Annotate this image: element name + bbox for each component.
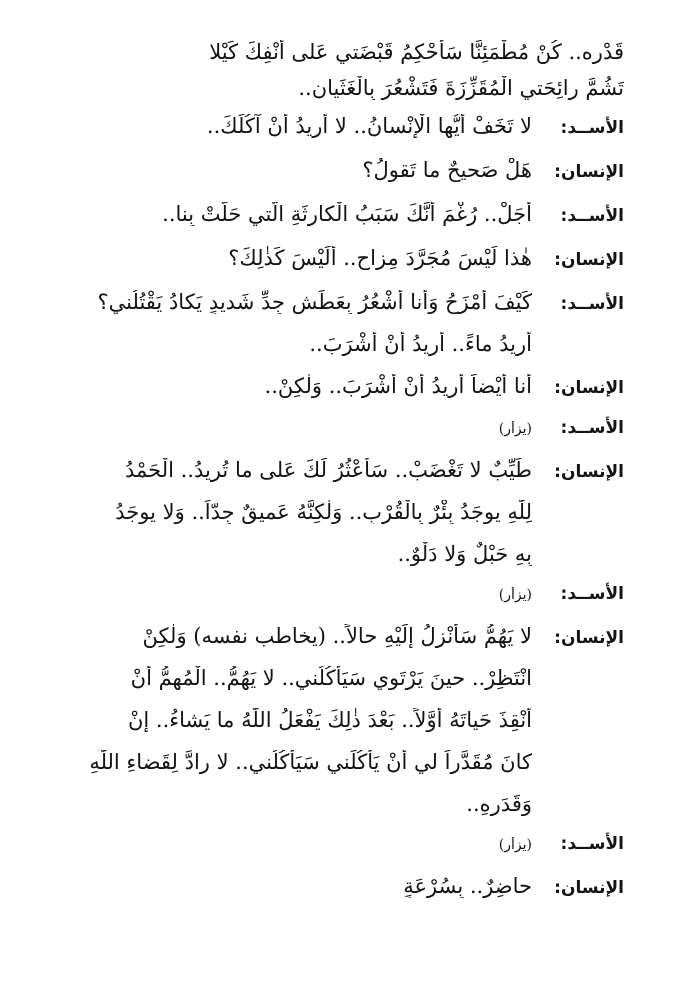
- line-text: كَيْفَ أَمْزَحُ وَأَنا أَشْعُرُ بِعَطَشٍ جِدِّ شَديدٍ يَكادُ يَقْتُلُني؟: [97, 290, 532, 314]
- speaker-label: الأســد:: [560, 584, 624, 604]
- line-text: أَنا أَيْضاً أُريدُ أَنْ أَشْرَبَ.. وَلٰكِنْ..: [264, 374, 532, 398]
- dialogue-line-continued: [56, 750, 624, 792]
- continued-line-1: [56, 40, 624, 76]
- line-text: طَيِّبٌ لا تَغْضَبْ.. سَأَعْثُرُ لَكَ عَلى ما تُريدُ.. الْحَمْدُ: [125, 458, 532, 482]
- dialogue-line: [56, 418, 624, 458]
- speaker-label: الأســد:: [560, 206, 624, 226]
- dialogue-line: [56, 158, 624, 202]
- line-text: أَجَلْ.. رُغْمَ أَنَّكَ سَبَبُ الْكارِثَةِ الَّتي حَلَّتْ بِنا..: [162, 202, 532, 226]
- line-text: لا يَهُمُّ سَأَنْزِلُ إِلَيْهِ حالاً.. (يخاطب نفسه) وَلٰكِنْ: [142, 624, 532, 648]
- dialogue-line: [56, 458, 624, 500]
- line-text: هَلْ صَحيحٌ ما تَقولُ؟: [362, 158, 532, 182]
- dialogue-line: [56, 874, 624, 912]
- speaker-label: الإنسان:: [554, 878, 624, 898]
- line-text: لِلّٰهِ يوجَدُ بِئْرٌ بِالْقُرْبِ.. وَلٰكِنَّهُ عَميقٌ جِدّاً.. وَلا يوجَدُ: [115, 500, 532, 524]
- stage-direction: (يزأر): [498, 421, 532, 437]
- line-text: أُريدُ ماءً.. أُريدُ أَنْ أَشْرَبَ..: [309, 332, 532, 356]
- dialogue-line: [56, 624, 624, 666]
- dialogue-line: [56, 246, 624, 290]
- dialogue-line: [56, 290, 624, 332]
- line-text: وَقَدَرِهِ..: [466, 792, 532, 816]
- speaker-label: الإنسان:: [554, 250, 624, 270]
- dialogue-line: [56, 584, 624, 624]
- speaker-label: الأســد:: [560, 118, 624, 138]
- dialogue-line: [56, 114, 624, 158]
- dialogue-line-continued: [56, 542, 624, 584]
- dialogue-line: [56, 374, 624, 418]
- speaker-label: الأســد:: [560, 294, 624, 314]
- speaker-label: الإنسان:: [554, 162, 624, 182]
- line-text: تَشُمَّ رائِحَتي الْمُقَزِّزَةَ فَتَشْعُرَ بِالْغَثَيان..: [298, 76, 624, 100]
- speaker-label: الأســد:: [560, 834, 624, 854]
- line-text: بِهِ حَبْلٌ وَلا دَلْوٌ..: [397, 542, 532, 566]
- dialogue-line-continued: [56, 500, 624, 542]
- dialogue-line-continued: [56, 708, 624, 750]
- speaker-label: الإنسان:: [554, 378, 624, 398]
- stage-direction: (يزأر): [498, 587, 532, 603]
- dialogue-line: [56, 202, 624, 246]
- continued-line-2: [56, 76, 624, 114]
- speaker-label: الإنسان:: [554, 628, 624, 648]
- speaker-label: الأســد:: [560, 418, 624, 438]
- stage-direction: (يزأر): [498, 837, 532, 853]
- line-text: قَدْرِه.. كُنْ مُطْمَئِنًّا سَأُحْكِمُ قَبْضَتي عَلى أَنْفِكَ كَيْلا: [209, 40, 624, 64]
- line-text: هٰذا لَيْسَ مُجَرَّدَ مِزاحٍ.. أَلَيْسَ كَذٰلِكَ؟: [228, 246, 532, 270]
- line-text: أُنْقِذَ حَياتَهُ أَوَّلاً.. بَعْدَ ذٰلِكَ يَفْعَلُ اللّٰهُ ما يَشاءُ.. إِنْ: [127, 708, 532, 732]
- line-text: انْتَظِرْ.. حينَ يَرْتَوي سَيَأْكُلُني.. لا يَهُمُّ.. الْمُهِمُّ أَنْ: [130, 666, 532, 690]
- dialogue-line-continued: [56, 792, 624, 834]
- line-text: كانَ مُقَدَّراً لي أَنْ يَأْكُلَني سَيَأْكُلُني.. لا رادَّ لِقَضاءِ اللّٰهِ: [89, 750, 532, 774]
- speaker-label: الإنسان:: [554, 462, 624, 482]
- line-text: حاضِرٌ.. بِسُرْعَةٍ: [403, 874, 532, 898]
- line-text: لا تَخَفْ أَيُّها الْإِنْسانُ.. لا أُريدُ أَنْ آكُلَكَ..: [206, 114, 532, 138]
- dialogue-line: [56, 834, 624, 874]
- dialogue-line-continued: [56, 332, 624, 374]
- dialogue-line-continued: [56, 666, 624, 708]
